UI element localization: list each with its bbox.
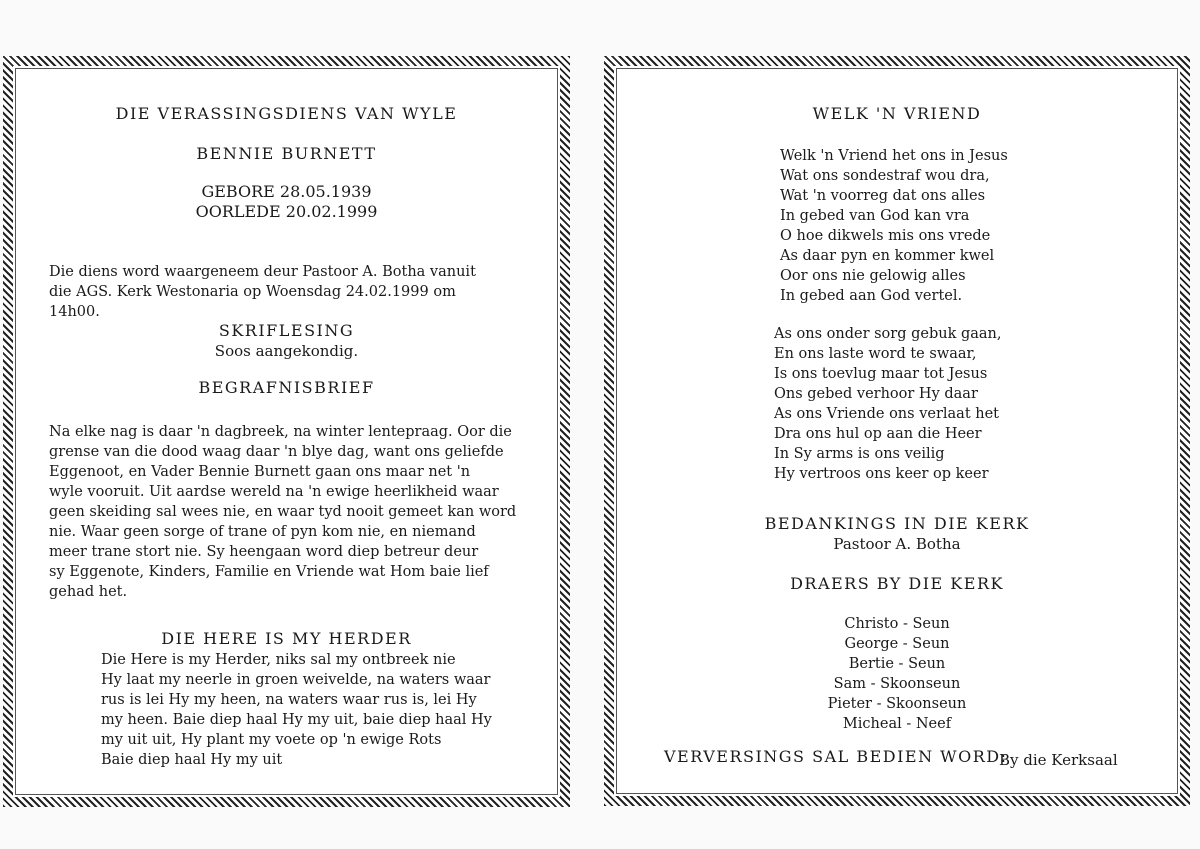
refreshments-place: By die Kerksaal xyxy=(999,751,1118,769)
hymn-line: In Sy arms is ons veilig xyxy=(774,446,945,462)
hymn-verse-2 xyxy=(774,324,1134,484)
service-title: DIE VERASSINGSDIENS VAN WYLE xyxy=(115,104,458,123)
deceased-name: BENNIE BURNETT xyxy=(196,144,377,163)
letter-line: sy Eggenote, Kinders, Familie en Vriende wat Hom baie lief xyxy=(49,564,489,580)
psalm-line: Die Here is my Herder, niks sal my ontbreek nie xyxy=(101,652,456,668)
hymn-line: Wat ons sondestraf wou dra, xyxy=(780,168,990,184)
letter-line: Na elke nag is daar 'n dagbreek, na winter lentepraag. Oor die xyxy=(49,424,512,440)
hymn-line: Ons gebed verhoor Hy daar xyxy=(774,386,978,402)
death-date: OORLEDE 20.02.1999 xyxy=(195,202,378,221)
reading-heading: SKRIFLESING xyxy=(218,321,355,340)
service-line: die AGS. Kerk Westonaria op Woensdag 24.02.1999 om xyxy=(49,284,456,300)
bearers-heading: DRAERS BY DIE KERK xyxy=(790,574,1004,593)
letter-heading: BEGRAFNISBRIEF xyxy=(198,378,375,397)
bearer-item: Christo - Seun xyxy=(844,616,950,632)
hymn-line: En ons laste word te swaar, xyxy=(774,346,977,362)
refreshments-heading: VERVERSINGS SAL BEDIEN WORD: xyxy=(664,747,1008,766)
hymn-verse-1 xyxy=(780,146,1140,306)
service-details xyxy=(49,262,554,322)
hymn-line: As ons onder sorg gebuk gaan, xyxy=(774,326,1002,342)
letter-line: nie. Waar geen sorge of trane of pyn kom nie, en niemand xyxy=(49,524,476,540)
bearer-item: Sam - Skoonseun xyxy=(833,676,961,692)
hymn-line: Hy vertroos ons keer op keer xyxy=(774,466,989,482)
hymn-line: In gebed aan God vertel. xyxy=(780,288,963,304)
psalm-text xyxy=(101,650,551,770)
hymn-line: As ons Vriende ons verlaat het xyxy=(774,406,1000,422)
hymn-line: Wat 'n voorreg dat ons alles xyxy=(780,188,986,204)
letter-line: gehad het. xyxy=(49,584,128,600)
letter-line: wyle vooruit. Uit aardse wereld na 'n ewige heerlikheid waar xyxy=(49,484,499,500)
psalm-heading: DIE HERE IS MY HERDER xyxy=(161,629,412,648)
reading-text: Soos aangekondig. xyxy=(214,342,359,360)
thanks-heading: BEDANKINGS IN DIE KERK xyxy=(764,514,1030,533)
thanks-text: Pastoor A. Botha xyxy=(833,535,961,553)
psalm-line: my uit uit, Hy plant my voete op 'n ewige Rots xyxy=(101,732,442,748)
birth-date: GEBORE 28.05.1939 xyxy=(201,182,372,201)
hymn-line: O hoe dikwels mis ons vrede xyxy=(780,228,991,244)
psalm-line: Hy laat my neerle in groen weivelde, na waters waar xyxy=(101,672,491,688)
letter-line: Eggenoot, en Vader Bennie Burnett gaan ons maar net 'n xyxy=(49,464,471,480)
bearer-item: Pieter - Skoonseun xyxy=(827,696,967,712)
bearer-item: George - Seun xyxy=(844,636,950,652)
psalm-line: my heen. Baie diep haal Hy my uit, baie diep haal Hy xyxy=(101,712,492,728)
hymn-line: Welk 'n Vriend het ons in Jesus xyxy=(780,148,1008,164)
hymn-line: Is ons toevlug maar tot Jesus xyxy=(774,366,988,382)
letter-line: grense van die dood waag daar 'n blye dag, want ons geliefde xyxy=(49,444,504,460)
letter-line: geen skeiding sal wees nie, en waar tyd nooit gemeet kan word xyxy=(49,504,517,520)
bearers-list xyxy=(614,614,1180,734)
service-line: 14h00. xyxy=(49,304,100,320)
bearer-item: Micheal - Neef xyxy=(842,716,952,732)
letter-line: meer trane stort nie. Sy heengaan word diep betreur deur xyxy=(49,544,479,560)
psalm-line: rus is lei Hy my heen, na waters waar rus is, lei Hy xyxy=(101,692,477,708)
funeral-letter xyxy=(49,422,554,602)
psalm-line: Baie diep haal Hy my uit xyxy=(101,752,283,768)
hymn-line: In gebed van God kan vra xyxy=(780,208,970,224)
hymn-line: As daar pyn en kommer kwel xyxy=(780,248,995,264)
service-line: Die diens word waargeneem deur Pastoor A. Botha vanuit xyxy=(49,264,476,280)
hymn-line: Dra ons hul op aan die Heer xyxy=(774,426,982,442)
bearer-item: Bertie - Seun xyxy=(848,656,946,672)
left-page xyxy=(3,56,570,807)
hymn-line: Oor ons nie gelowig alles xyxy=(780,268,966,284)
right-page xyxy=(604,56,1190,806)
hymn-heading: WELK 'N VRIEND xyxy=(812,104,982,123)
